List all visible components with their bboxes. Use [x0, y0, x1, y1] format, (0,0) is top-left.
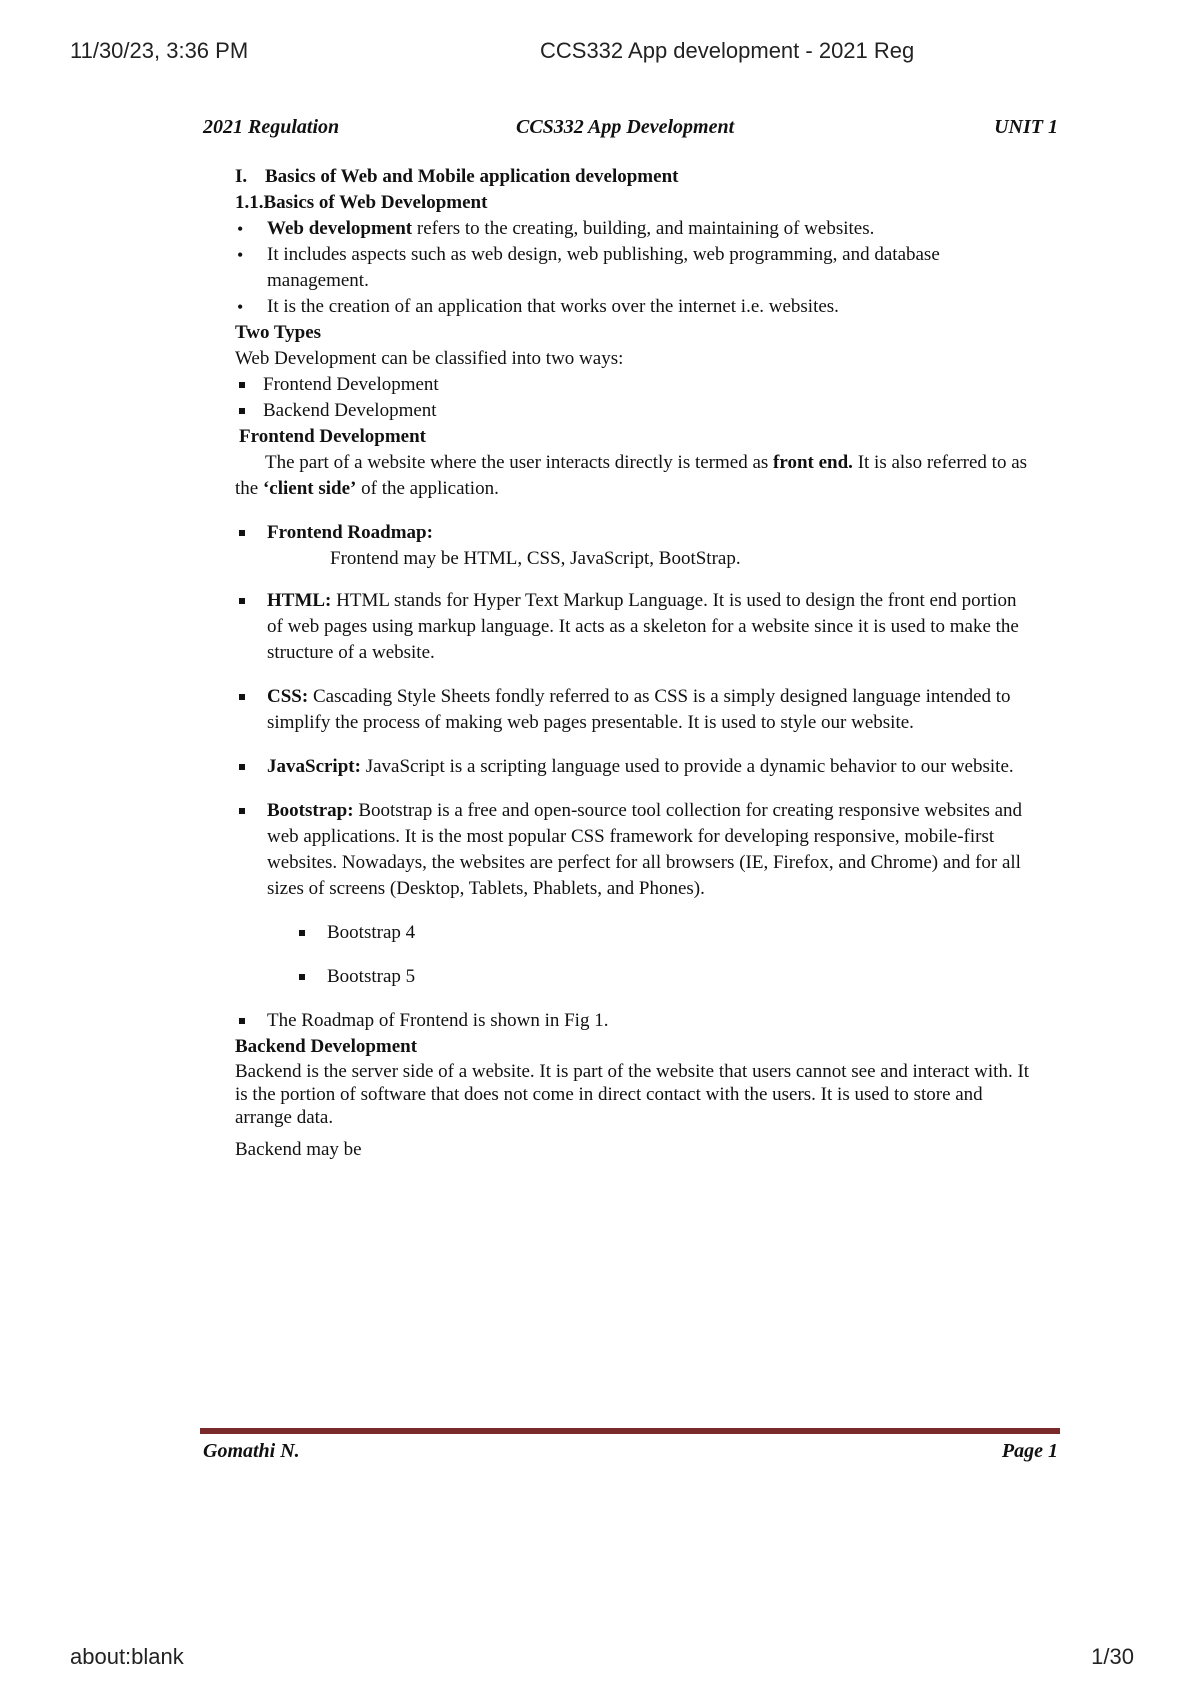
- two-types-title: Two Types: [235, 322, 322, 343]
- chapter-heading: [235, 164, 1035, 190]
- frontend-term: front end.: [773, 452, 853, 473]
- footer-author: Gomathi N.: [203, 1440, 300, 1462]
- list-item: Bootstrap 5: [295, 964, 1035, 990]
- two-types-intro: Web Development can be classified into two ways:: [235, 348, 624, 369]
- list-item: [235, 754, 1035, 780]
- list-item: Bootstrap 4: [295, 920, 1035, 946]
- tech-desc: Cascading Style Sheets fondly referred to as CSS is a simply designed language intended to simplify the process of making web pages presentable. It is used to style our website.: [267, 686, 1011, 733]
- footer-divider: [200, 1428, 1060, 1434]
- bullet-text: refers to the creating, building, and maintaining of websites.: [412, 218, 875, 239]
- intro-bullet-list: [235, 216, 1035, 320]
- frontend-paragraph: [235, 450, 1035, 502]
- tech-desc: Bootstrap is a free and open-source tool collection for creating responsive websites and web applications. It is the most popular CSS framework for developing responsive, mobile-first websites. Nowadays, the websites are perfect for all browsers (IE, Firefox, and Chrome) and for all sizes of screens (Desktop, Tablets, Phablets, and Phones).: [267, 800, 1023, 899]
- tech-desc: HTML stands for Hyper Text Markup Language. It is used to design the front end portion of web pages using markup language. It acts as a skeleton for a website since it is used to make the structure of a website.: [267, 590, 1019, 663]
- backend-may-be: Backend may be: [235, 1139, 362, 1160]
- header-regulation: 2021 Regulation: [203, 116, 340, 138]
- bullet-bold: Web development: [267, 218, 413, 239]
- print-url: about:blank: [70, 1644, 184, 1669]
- bootstrap-version-list: [235, 920, 1035, 990]
- document-footer: [203, 1440, 1058, 1468]
- print-datetime: 11/30/23, 3:36 PM: [70, 38, 249, 63]
- print-page-title: CCS332 App development - 2021 Reg: [540, 38, 915, 63]
- chapter-number: I.: [235, 166, 248, 187]
- browser-print-header: [0, 38, 1200, 68]
- backend-title: Backend Development: [235, 1036, 418, 1057]
- tech-name: Bootstrap:: [267, 800, 354, 821]
- list-item: The Roadmap of Frontend is shown in Fig 1.: [235, 1008, 1035, 1034]
- browser-print-footer: [0, 1644, 1200, 1674]
- tech-name: CSS:: [267, 686, 309, 707]
- list-item: [235, 294, 1035, 320]
- print-page-indicator: 1/30: [1091, 1644, 1134, 1669]
- frontend-roadmap-list: [235, 520, 1035, 546]
- document-header: [203, 116, 1058, 144]
- frontend-para-start: The part of a website where the user interacts directly is termed as: [265, 452, 774, 473]
- tech-name: HTML:: [267, 590, 332, 611]
- two-types-list: [235, 372, 1035, 424]
- bullet-text: It includes aspects such as web design, web publishing, web programming, and database management.: [267, 244, 940, 291]
- frontend-para-end: of the application.: [356, 478, 499, 499]
- list-item: [235, 520, 1035, 546]
- backend-paragraph: Backend is the server side of a website. It is part of the website that users cannot see and interact with. It is the portion of software that does not come in direct contact with the users. It is used to store and arrange data.: [235, 1061, 1030, 1128]
- header-course: CCS332 App Development: [516, 116, 735, 138]
- client-side-term: ‘client side’: [262, 478, 357, 499]
- chapter-title: Basics of Web and Mobile application development: [265, 166, 679, 187]
- frontend-title: Frontend Development: [239, 426, 426, 447]
- list-item: [235, 684, 1035, 736]
- roadmap-note-list: [235, 1008, 1035, 1034]
- list-item: [235, 242, 1035, 294]
- roadmap-label: Frontend Roadmap:: [267, 522, 433, 543]
- bullet-text: It is the creation of an application that works over the internet i.e. websites.: [267, 296, 839, 317]
- roadmap-line: Frontend may be HTML, CSS, JavaScript, BootStrap.: [330, 548, 741, 569]
- frontend-tech-list: [235, 588, 1035, 902]
- tech-desc: JavaScript is a scripting language used to provide a dynamic behavior to our website.: [360, 756, 1014, 777]
- section-heading: 1.1.Basics of Web Development: [235, 192, 488, 213]
- list-item: [235, 798, 1035, 902]
- list-item: [235, 216, 1035, 242]
- header-unit: UNIT 1: [994, 116, 1058, 138]
- list-item: Backend Development: [235, 398, 1035, 424]
- footer-page-number: Page 1: [1001, 1440, 1058, 1462]
- list-item: Frontend Development: [235, 372, 1035, 398]
- list-item: [235, 588, 1035, 666]
- frontend-para-mid: It is also referred to as the: [235, 452, 1028, 499]
- tech-name: JavaScript:: [267, 756, 361, 777]
- document-body: [235, 164, 1035, 1163]
